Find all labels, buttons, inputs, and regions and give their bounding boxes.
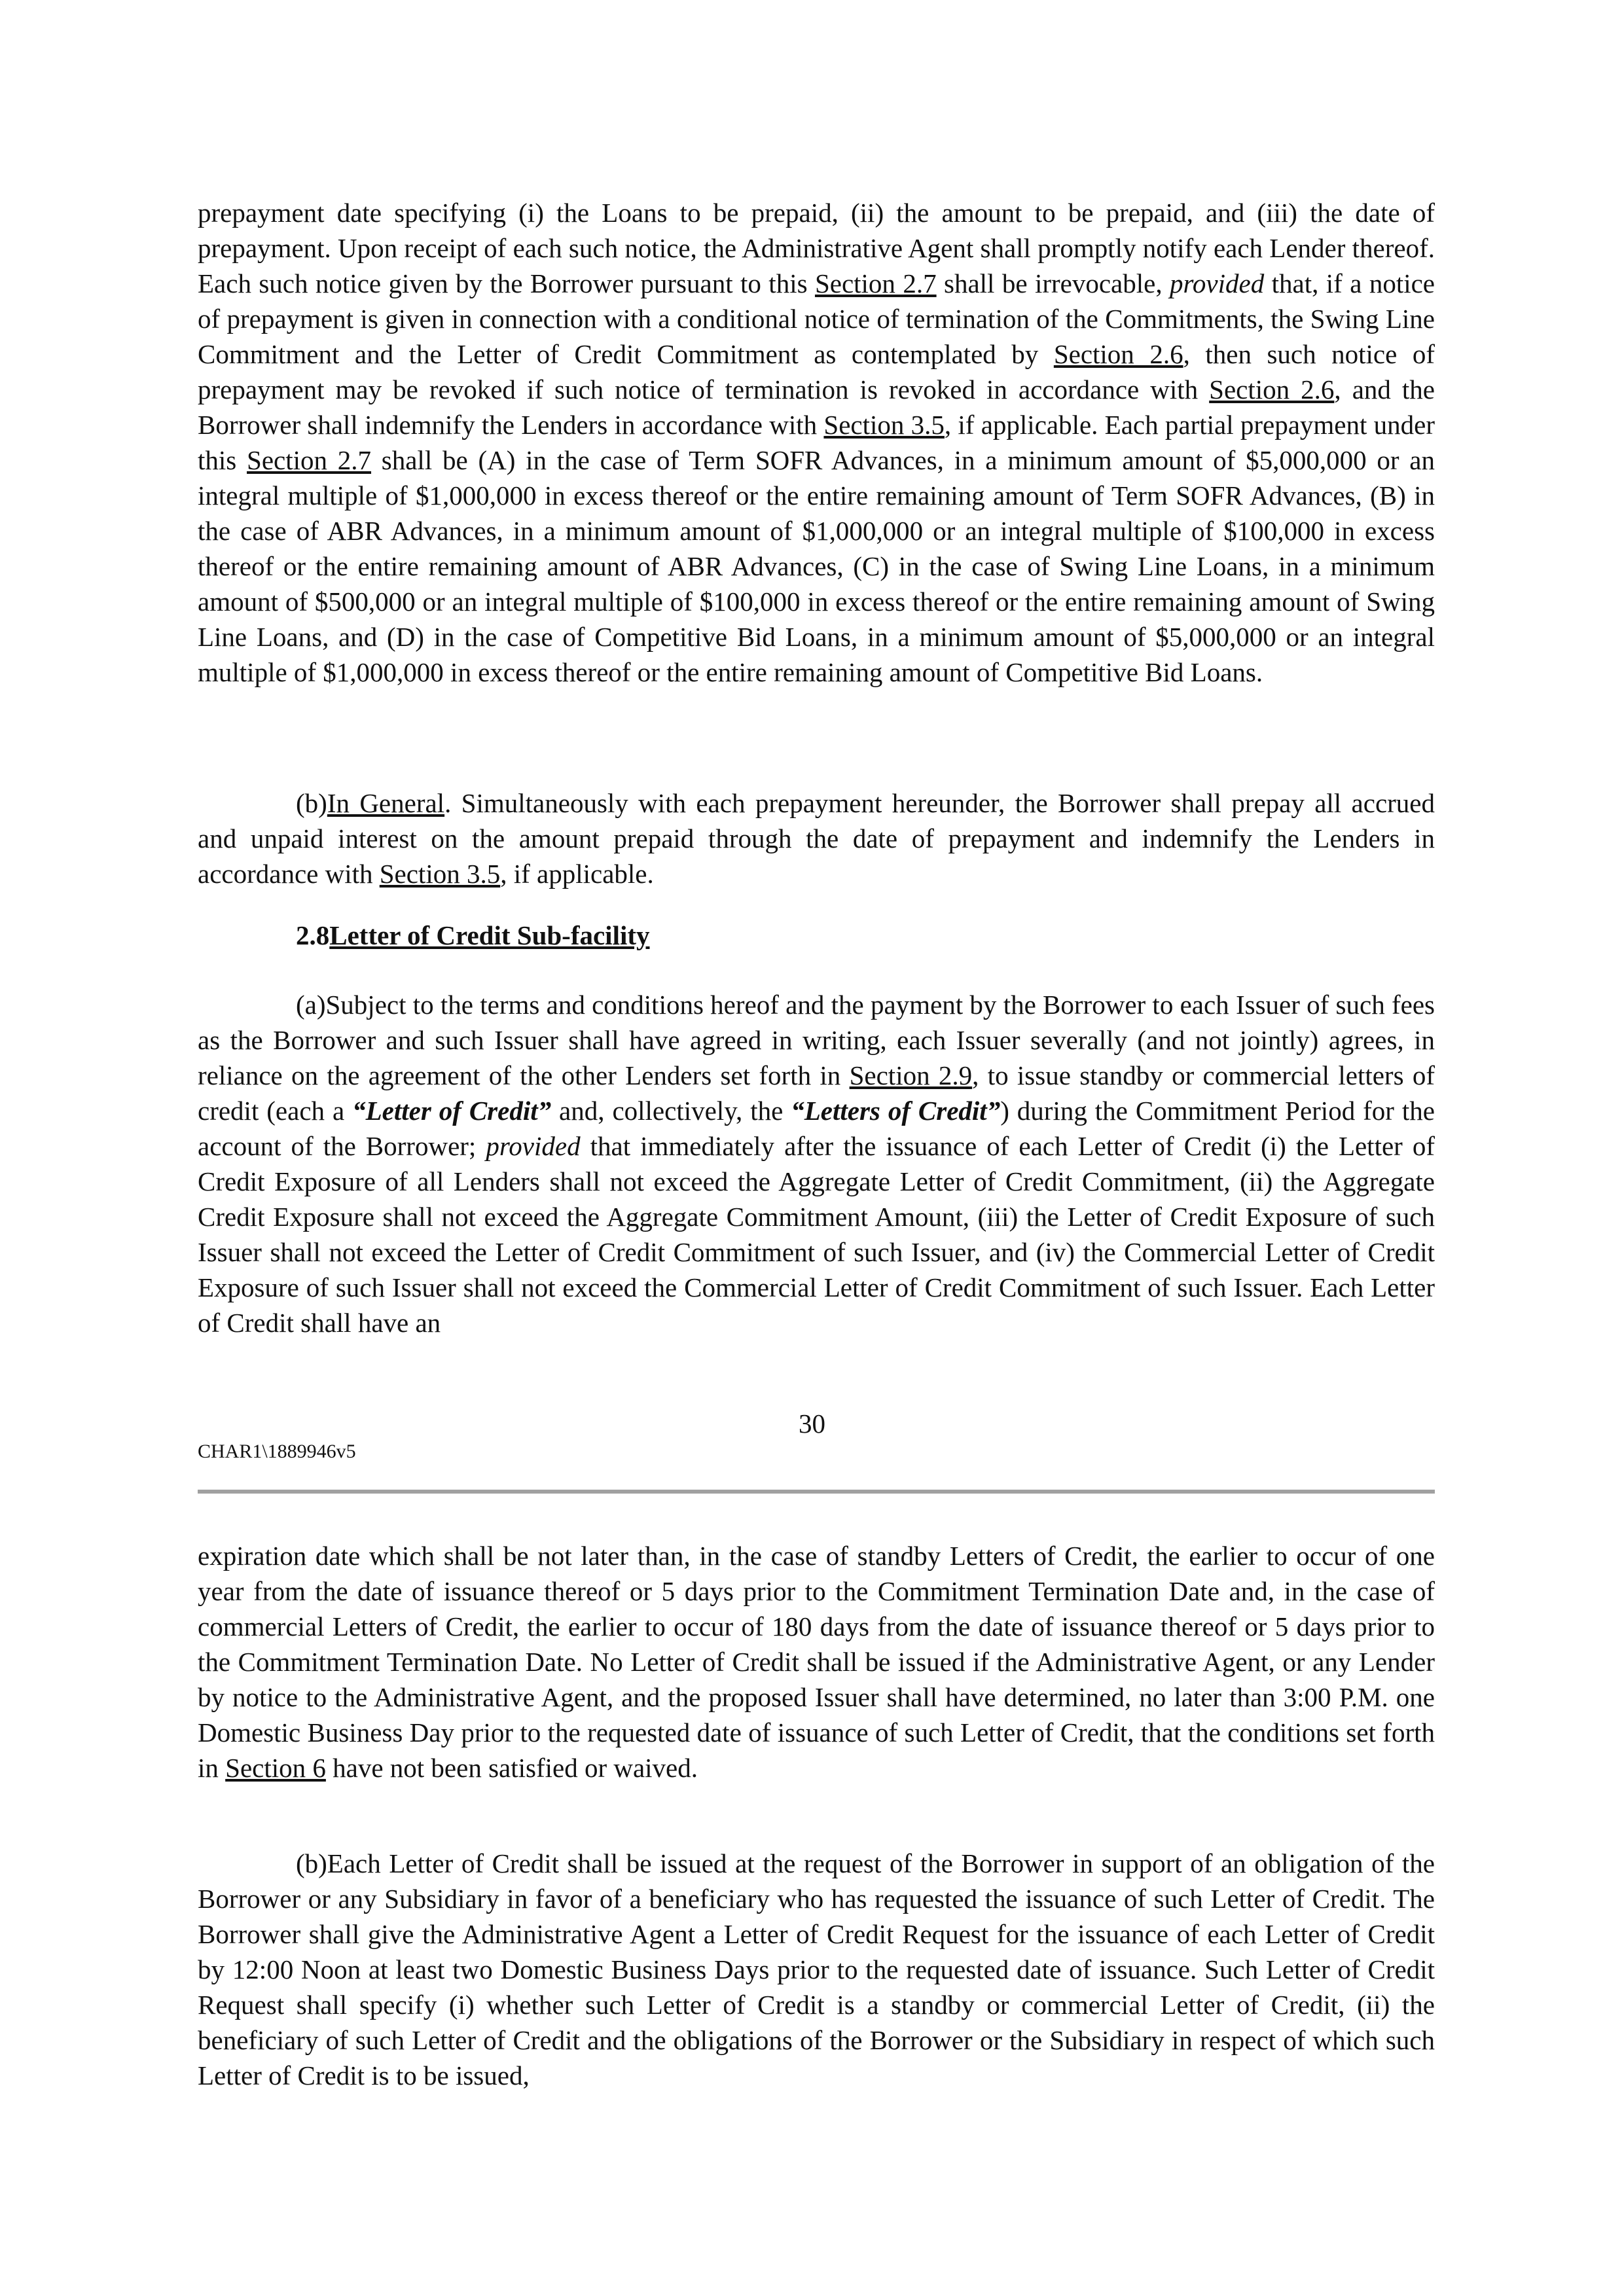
page-divider <box>198 1490 1435 1494</box>
text: shall be (A) in the case of Term SOFR Advances, in a minimum amount of $5,000,000 or an integral multiple of $1,000,000 in excess thereof or the entire remaining amount of Term SOFR Advances, (B) in the case of ABR Advances, in a minimum amount of $1,000,000 or an integral multiple of $100,000 in excess thereof or the entire remaining amount of ABR Advances, (C) in the case of Swing Line Loans, in a minimum amount of $500,000 or an integral multiple of $100,000 in excess thereof or the entire remaining amount of Swing Line Loans, and (D) in the case of Competitive Bid Loans, in a minimum amount of $5,000,000 or an integral multiple of $1,000,000 in excess thereof or the entire remaining amount of Competitive Bid Loans. <box>198 445 1435 687</box>
section-reference-link[interactable]: Section 2.7 <box>814 268 937 298</box>
text: (b)Each Letter of Credit shall be issued at the request of the Borrower in support of an obligation of the Borrower or any Subsidiary in favor of a beneficiary who has requested the issuance of such Letter of Credit. The Borrower shall give the Administrative Agent a Letter of Credit Request for the issuance of each Letter of Credit by 12:00 Noon at least two Domestic Business Days prior to the requested date of issuance. Such Letter of Credit Request shall specify (i) whether such Letter of Credit is a standby or commercial Letter of Credit, (ii) the beneficiary of such Letter of Credit and the obligations of the Borrower or the Subsidiary in respect of which such Letter of Credit is to be issued, <box>198 1848 1435 2090</box>
text: , if applicable. Each partial prepayment under this <box>198 410 1435 475</box>
section-title: Letter of Credit Sub-facility <box>329 920 650 950</box>
paragraph-in-general <box>198 785 1435 891</box>
text: ) during the Commitment Period for the account of the Borrower; <box>198 1096 1435 1161</box>
text: that immediately after the issuance of each Letter of Credit (i) the Letter of Credit Exposure of all Lenders shall not exceed the Aggregate Letter of Credit Commitment, (ii) the Aggregate Credit Exposure shall not exceed the Aggregate Commitment Amount, (iii) the Letter of Credit Exposure of such Issuer shall not exceed the Letter of Credit Commitment of such Issuer, and (iv) the Commercial Letter of Credit Exposure of such Issuer shall not exceed the Commercial Letter of Credit Commitment of such Issuer. Each Letter of Credit shall have an <box>198 1131 1435 1338</box>
section-reference-link[interactable]: Section 6 <box>225 1753 326 1783</box>
text: prepayment date specifying (i) the Loans to be prepaid, (ii) the amount to be prepaid, and (iii) the date of prepayment. Upon receipt of each such notice, the Administrative Agent shall promptly notify each Lender thereof. Each such notice given by the Borrower pursuant to this <box>198 198 1435 298</box>
text: . Simultaneously with each prepayment hereunder, the Borrower shall prepay all accrued and unpaid interest on the amount prepaid through the date of prepayment and indemnify the Lenders in accordance with <box>198 788 1435 889</box>
text: that, if a notice of prepayment is given in connection with a conditional notice of termination of the Commitments, the Swing Line Commitment and the Letter of Credit Commitment as contemplated by <box>198 268 1435 369</box>
paragraph-letter-of-credit-request <box>198 1846 1435 2093</box>
text: shall be irrevocable, <box>936 268 1170 298</box>
section-heading <box>296 918 650 953</box>
document-id: CHAR1\1889946v5 <box>198 1441 356 1462</box>
emphasis-text: provided <box>486 1131 581 1161</box>
text: (a)Subject to the terms and conditions hereof and the payment by the Borrower to each Issuer of such fees as the Borrower and such Issuer shall have agreed in writing, each Issuer severally (and not jointly) agrees, in reliance on the agreement of the other Lenders set forth in <box>198 990 1435 1090</box>
text: , if applicable. <box>500 859 654 889</box>
defined-term: “Letter of Credit” <box>352 1096 552 1126</box>
text: (b) <box>296 788 327 818</box>
text: expiration date which shall be not later than, in the case of standby Letters of Credit, the earlier to occur of one year from the date of issuance thereof or 5 days prior to the Commitment Termination Date and, in the case of commercial Letters of Credit, the earlier to occur of 180 days from the date of issuance thereof or 5 days prior to the Commitment Termination Date. No Letter of Credit shall be issued if the Administrative Agent, or any Lender by notice to the Administrative Agent, and the proposed Issuer shall have determined, no later than 3:00 P.M. one Domestic Business Day prior to the requested date of issuance of such Letter of Credit, that the conditions set forth in <box>198 1541 1435 1783</box>
text: , to issue standby or commercial letters of credit (each a <box>198 1060 1435 1126</box>
paragraph-letter-of-credit <box>198 987 1435 1340</box>
paragraph-prepayment-notice <box>198 195 1435 690</box>
paragraph-expiration-date <box>198 1538 1435 1785</box>
section-reference-link[interactable]: Section 2.9 <box>849 1060 973 1090</box>
defined-term: “Letters of Credit” <box>791 1096 1001 1126</box>
text: and, collectively, the <box>551 1096 791 1126</box>
section-reference-link[interactable]: Section 2.6 <box>1053 339 1183 369</box>
emphasis-text: provided <box>1169 268 1265 298</box>
section-number: 2.8 <box>296 920 330 950</box>
subsection-heading: In General <box>327 788 445 818</box>
text: , then such notice of prepayment may be revoked if such notice of termination is revoked in accordance with <box>198 339 1435 404</box>
section-reference-link[interactable]: Section 3.5 <box>379 859 501 889</box>
text: , and the Borrower shall indemnify the Lenders in accordance with <box>198 374 1435 440</box>
section-reference-link[interactable]: Section 3.5 <box>823 410 945 440</box>
text: have not been satisfied or waived. <box>325 1753 698 1783</box>
section-reference-link[interactable]: Section 2.7 <box>247 445 372 475</box>
section-reference-link[interactable]: Section 2.6 <box>1209 374 1335 404</box>
page-number: 30 <box>799 1408 825 1439</box>
